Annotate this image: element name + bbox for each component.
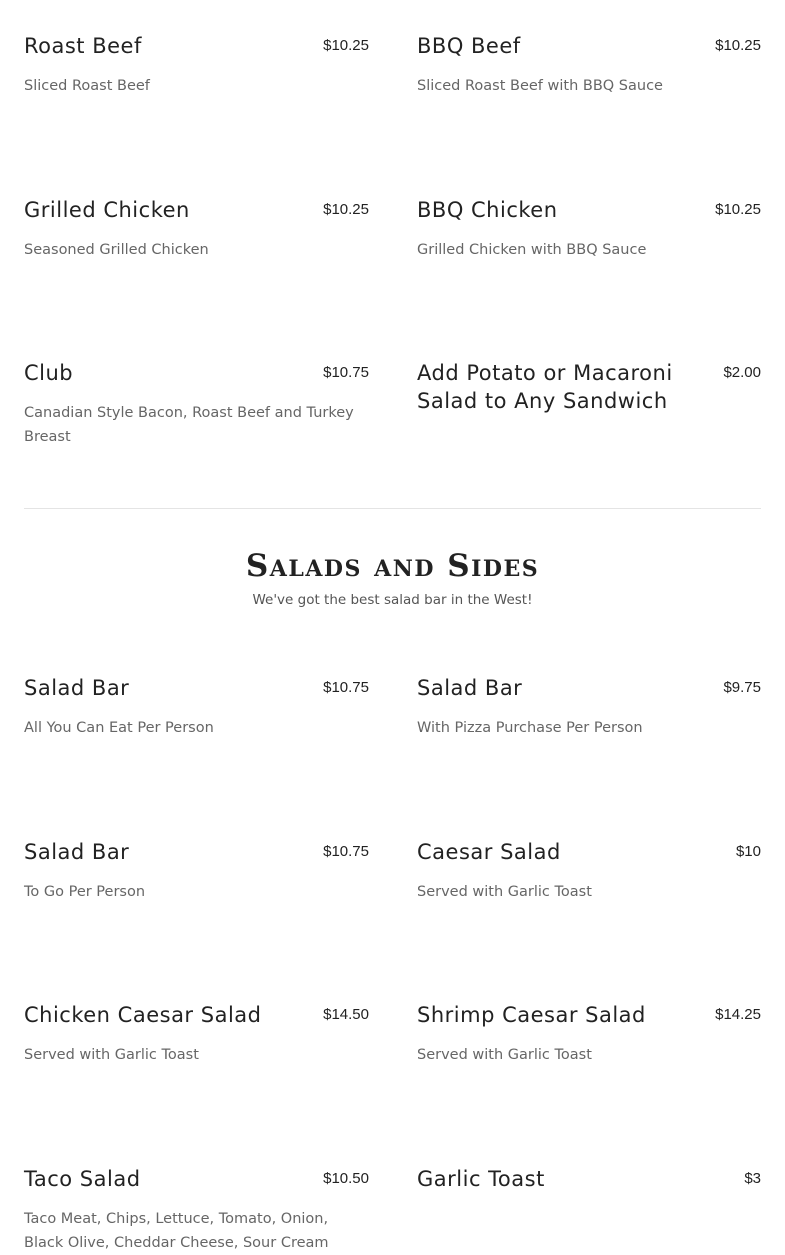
item-name: Roast Beef bbox=[24, 34, 142, 58]
item-description: Taco Meat, Chips, Lettuce, Tomato, Onion, Black Olive, Cheddar Cheese, Sour Cream bbox=[24, 1211, 329, 1251]
item-name: Salad Bar bbox=[24, 840, 130, 864]
item-name: Taco Salad bbox=[24, 1167, 141, 1191]
item-price: $14.25 bbox=[715, 1006, 761, 1023]
item-description: Served with Garlic Toast bbox=[417, 884, 592, 900]
item-price: $10.25 bbox=[715, 37, 761, 54]
item-price: $10.25 bbox=[323, 37, 369, 54]
menu-item bbox=[417, 32, 761, 196]
item-name: Grilled Chicken bbox=[24, 198, 190, 222]
item-description: Canadian Style Bacon, Roast Beef and Turkey Breast bbox=[24, 405, 354, 445]
menu-item bbox=[417, 674, 761, 838]
menu-item bbox=[24, 674, 369, 838]
item-description: Served with Garlic Toast bbox=[417, 1047, 592, 1063]
salad-grid bbox=[24, 674, 761, 1251]
item-description: Served with Garlic Toast bbox=[24, 1047, 199, 1063]
item-description: Seasoned Grilled Chicken bbox=[24, 242, 209, 258]
item-price: $10.25 bbox=[323, 201, 369, 218]
item-name: Add Potato or Macaroni Salad to Any Sandwich bbox=[417, 361, 673, 413]
item-price: $2.00 bbox=[723, 364, 761, 381]
menu-item bbox=[417, 838, 761, 1001]
item-price: $10.75 bbox=[323, 843, 369, 860]
item-name: Salad Bar bbox=[24, 676, 130, 700]
item-name: BBQ Chicken bbox=[417, 198, 558, 222]
menu-item bbox=[417, 1001, 761, 1165]
section-subtitle: We've got the best salad bar in the West! bbox=[252, 592, 533, 608]
menu-item bbox=[24, 32, 369, 196]
menu-item bbox=[417, 1165, 761, 1245]
item-price: $9.75 bbox=[723, 679, 761, 696]
item-name: Shrimp Caesar Salad bbox=[417, 1003, 646, 1027]
item-name: Salad Bar bbox=[417, 676, 523, 700]
menu-item bbox=[24, 359, 369, 499]
menu-item bbox=[24, 1001, 369, 1165]
item-name: Garlic Toast bbox=[417, 1167, 545, 1191]
item-description: Grilled Chicken with BBQ Sauce bbox=[417, 242, 647, 258]
section-header bbox=[24, 548, 761, 608]
menu-item bbox=[24, 838, 369, 1001]
item-name: Caesar Salad bbox=[417, 840, 561, 864]
section-title: Salads and Sides bbox=[245, 548, 540, 584]
item-name: Chicken Caesar Salad bbox=[24, 1003, 262, 1027]
item-price: $10.25 bbox=[715, 201, 761, 218]
section-divider bbox=[24, 508, 761, 509]
sandwich-grid bbox=[24, 32, 761, 499]
item-price: $14.50 bbox=[323, 1006, 369, 1023]
menu-item bbox=[24, 196, 369, 359]
item-price: $10.75 bbox=[323, 364, 369, 381]
menu-item bbox=[24, 1165, 369, 1251]
item-description: To Go Per Person bbox=[24, 884, 146, 900]
item-price: $3 bbox=[744, 1170, 761, 1187]
menu-item bbox=[417, 196, 761, 359]
item-price: $10 bbox=[735, 843, 761, 860]
menu-item bbox=[417, 359, 761, 499]
item-name: Club bbox=[24, 361, 74, 385]
item-price: $10.50 bbox=[323, 1170, 369, 1187]
item-description: Sliced Roast Beef with BBQ Sauce bbox=[417, 78, 663, 94]
item-description: With Pizza Purchase Per Person bbox=[417, 720, 643, 736]
item-name: BBQ Beef bbox=[417, 34, 521, 58]
item-price: $10.75 bbox=[323, 679, 369, 696]
item-description: All You Can Eat Per Person bbox=[24, 720, 214, 736]
item-description: Sliced Roast Beef bbox=[24, 78, 150, 94]
